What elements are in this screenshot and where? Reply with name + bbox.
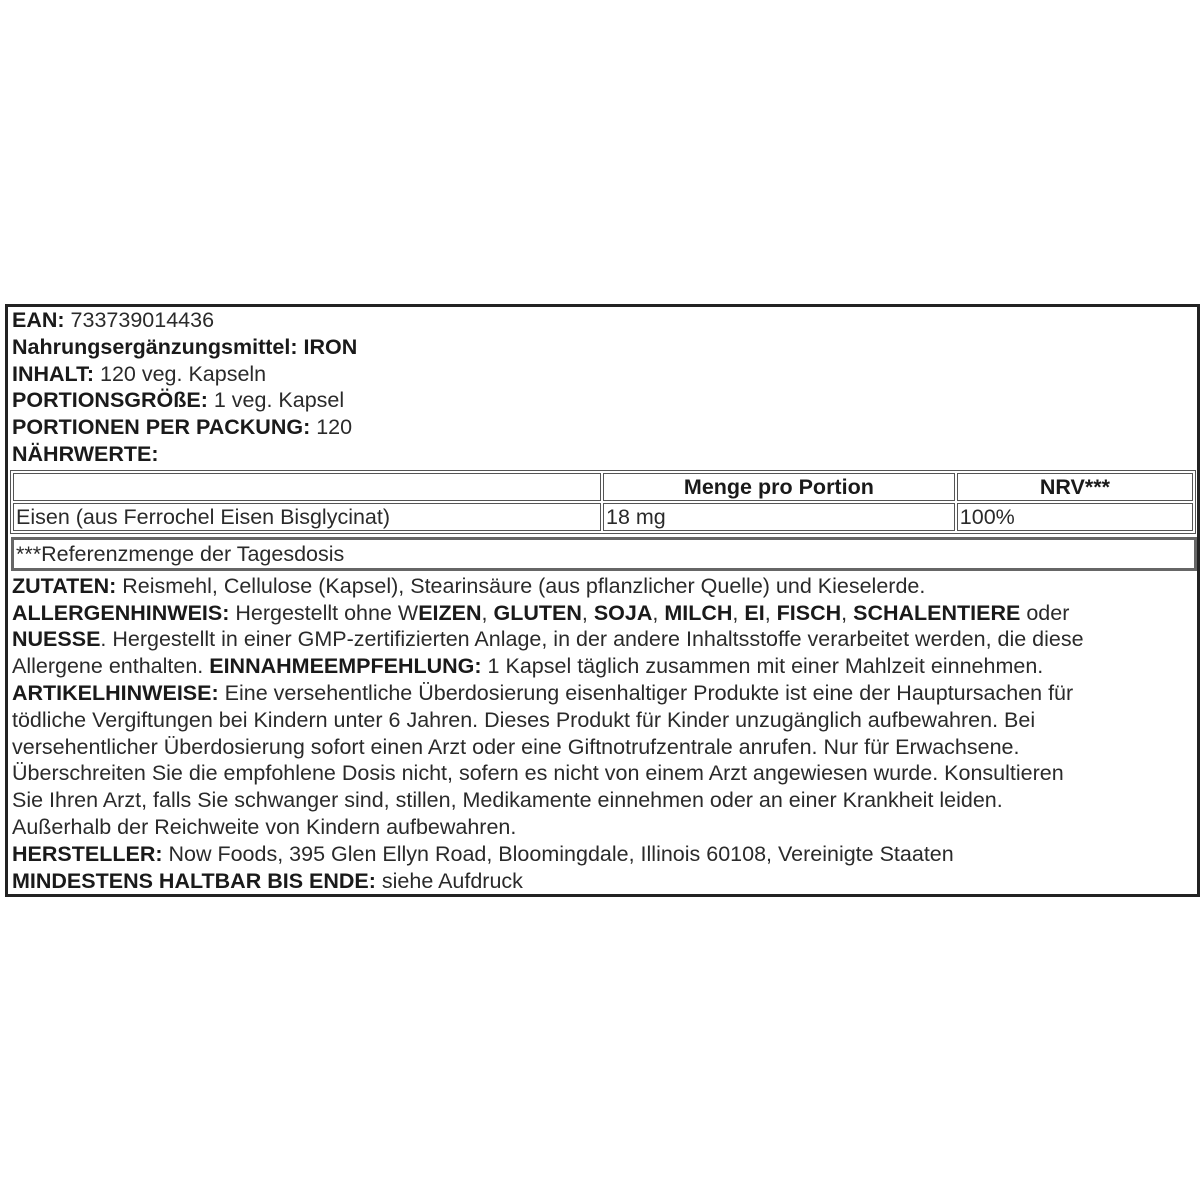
manufacturer-text: Now Foods, 395 Glen Ellyn Road, Bloomingdale, Illinois 60108, Vereinigte Staaten [162,841,954,866]
serving-size-label: PORTIONSGRÖßE: [12,388,208,413]
nutrient-name: Eisen (aus Ferrochel Eisen Bisglycinat) [13,503,601,531]
nutrition-header-nrv: NRV*** [957,473,1193,501]
nutrition-heading: NÄHRWERTE: [12,441,159,466]
allergen-text-1: Hergestellt ohne W [229,600,419,625]
best-before-line [12,868,1197,895]
content-label: INHALT: [12,361,95,386]
intake-text: 1 Kapsel täglich zusammen mit einer Mahlzeit einnehmen. [481,654,1044,679]
notes-line-6: Außerhalb der Reichweite von Kindern aufbewahren. [12,814,517,839]
nutrient-nrv: 100% [957,503,1193,531]
notes-line-3: versehentlicher Überdosierung sofort einen Arzt oder eine Giftnotrufzentrale anrufen. Nur für Erwachsene. [12,734,1020,759]
table-row [13,503,1193,531]
serving-size-value: 1 veg. Kapsel [207,388,345,413]
label-body-text [12,573,1197,895]
nutrition-table [10,470,1196,534]
allergen-shellfish: SCHALENTIERE [853,600,1021,625]
nutrition-header-nutrient [13,473,601,501]
manufacturer-line [12,841,1197,868]
supplement-line [12,334,1197,361]
ingredients-label: ZUTATEN: [12,573,117,598]
ean-label: EAN: [12,308,65,332]
ean-value: 733739014436 [64,308,215,332]
allergen-sep: , [652,600,665,625]
ean-line [12,307,1197,334]
notes-line-1 [12,680,1197,707]
notes-line-4: Überschreiten Sie die empfohlene Dosis nicht, sofern es nicht von einem Arzt angewiesen wurde. Konsultieren [12,761,1064,786]
ingredients-text: Reismehl, Cellulose (Kapsel), Stearinsäure (aus pflanzlicher Quelle) und Kieselerde. [116,573,926,598]
best-before-text: siehe Aufdruck [375,868,523,893]
nutrient-amount: 18 mg [603,503,955,531]
allergen-gluten: GLUTEN [493,600,582,625]
allergen-milk: MILCH [664,600,733,625]
servings-per-pack-label: PORTIONEN PER PACKUNG: [12,415,311,440]
allergen-fish: FISCH [776,600,842,625]
allergen-intake-line [12,653,1197,680]
notes-label: ARTIKELHINWEISE: [12,680,219,705]
manufacturer-label: HERSTELLER: [12,841,163,866]
servings-per-pack-value: 120 [310,415,353,440]
allergen-sep: , [581,600,594,625]
best-before-label: MINDESTENS HALTBAR BIS ENDE: [12,868,376,893]
servings-per-pack-line [12,414,1197,441]
nutrition-table-wrapper [10,470,1195,571]
allergen-sep: , [841,600,854,625]
notes-line-5: Sie Ihren Arzt, falls Sie schwanger sind, stillen, Medikamente einnehmen oder an einer Krankheit leiden. [12,788,1003,813]
nutrition-header-amount: Menge pro Portion [603,473,955,501]
allergen-sep: , [764,600,777,625]
serving-size-line [12,387,1197,414]
allergen-nuts: NUESSE [12,627,101,652]
product-label-box [5,304,1200,897]
nrv-footnote: ***Referenzmenge der Tagesdosis [11,537,1197,571]
notes-text-1: Eine versehentliche Überdosierung eisenhaltiger Produkte ist eine der Hauptursachen für [218,680,1074,705]
allergen-text-3: Allergene enthalten. [12,654,210,679]
allergen-line-2 [12,626,1197,653]
nutrition-heading-line [12,441,1197,468]
supplement-title: Nahrungsergänzungsmittel: IRON [12,334,358,359]
allergen-text-2: . Hergestellt in einer GMP-zertifizierten Anlage, in der andere Inhaltsstoffe verarbeitet werden, die diese [100,627,1084,652]
nutrition-table-header-row [13,473,1193,501]
allergen-sep: , [732,600,745,625]
allergen-soy: SOJA [593,600,653,625]
allergen-label: ALLERGENHINWEIS: [12,600,230,625]
allergen-sep: oder [1020,600,1070,625]
content-value: 120 veg. Kapseln [94,361,267,386]
intake-label: EINNAHMEEMPFEHLUNG: [209,654,482,679]
notes-line-2: tödliche Vergiftungen bei Kindern unter 6 Jahren. Dieses Produkt für Kinder unzugänglich aufbewahren. Bei [12,707,1036,732]
allergen-line-1 [12,600,1197,627]
allergen-wheat: EIZEN [418,600,482,625]
content-line [12,361,1197,388]
allergen-sep: , [481,600,494,625]
allergen-egg: EI [744,600,765,625]
ingredients-line [12,573,1197,600]
